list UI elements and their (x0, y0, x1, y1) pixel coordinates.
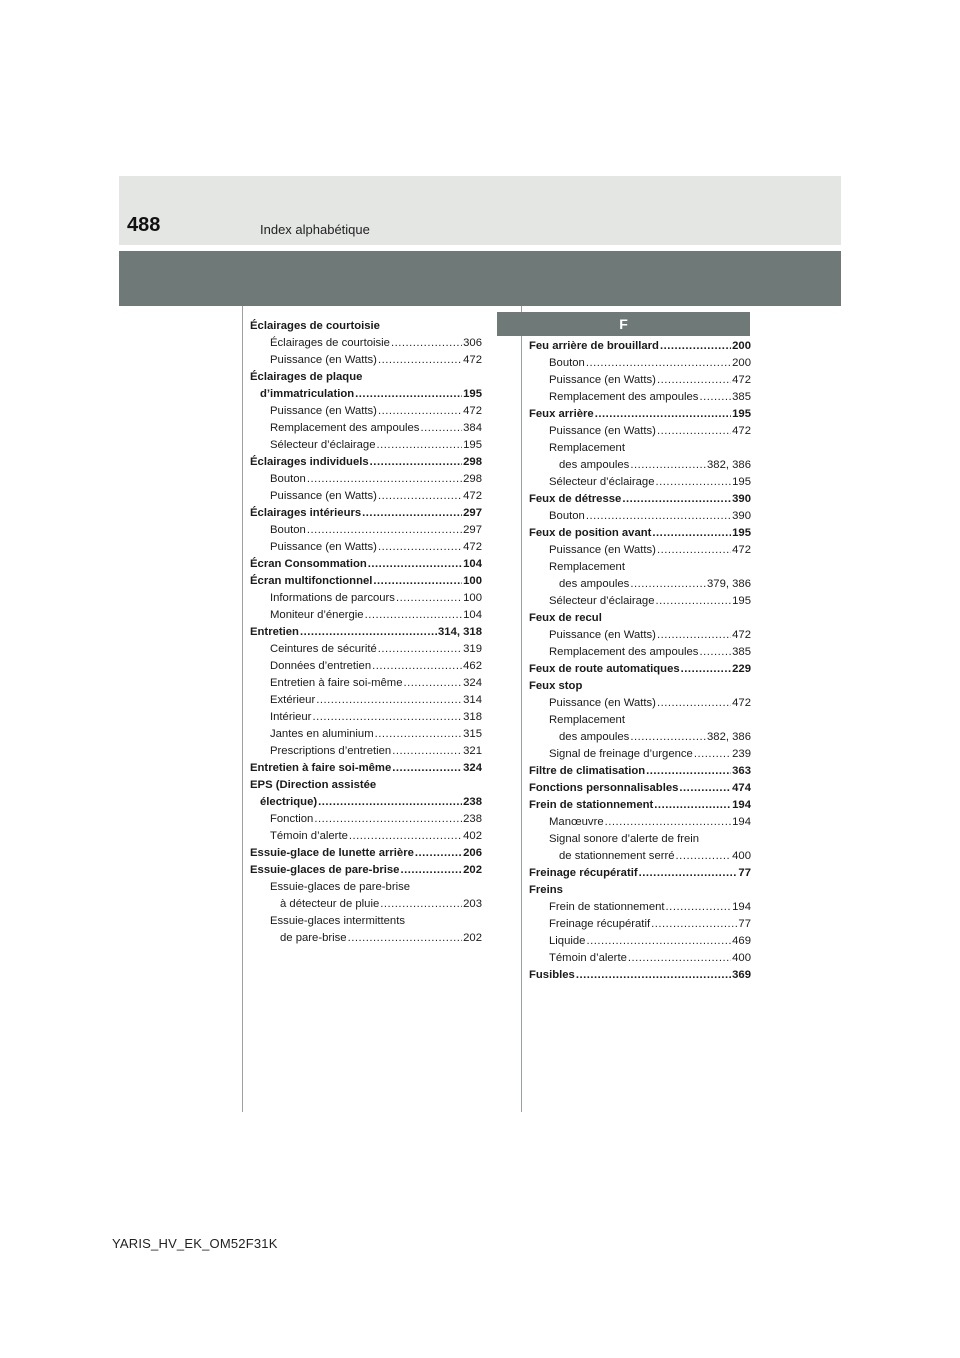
index-entry-leader (378, 641, 462, 658)
index-entry-page: 200 (732, 340, 751, 352)
index-entry (529, 882, 751, 899)
index-entry (529, 457, 751, 474)
index-entry-leader (656, 474, 732, 491)
index-entry-page: 472 (463, 405, 482, 417)
index-entry-label: Écran multifonctionnel (250, 575, 373, 587)
index-entry-page: 472 (732, 697, 751, 709)
index-entry-leader (368, 556, 462, 573)
index-entry-label: Fusibles (529, 969, 575, 981)
index-entry (529, 899, 751, 916)
index-entry (250, 658, 482, 675)
index-entry (529, 865, 751, 882)
index-entry (250, 845, 482, 862)
index-entry-page: 385 (732, 646, 751, 658)
index-entry-label: Entretien à faire soi-même (250, 762, 392, 774)
index-entry-label: Feu arrière de brouillard (529, 340, 659, 352)
index-entry (250, 879, 482, 896)
index-entry (529, 695, 751, 712)
index-entry (250, 539, 482, 556)
index-entry-label: Liquide (549, 935, 586, 947)
index-entry-page: 314 (463, 694, 482, 706)
index-entry-page: 202 (463, 864, 482, 876)
index-entry-label: Signal sonore d’alerte de frein (549, 833, 700, 845)
index-entry-label: Freins (529, 884, 563, 896)
index-entry-leader (307, 471, 462, 488)
index-entry-page: 390 (732, 493, 751, 505)
index-entry (529, 610, 751, 627)
index-entry-label: Remplacement des ampoules (549, 646, 699, 658)
index-entry (529, 440, 751, 457)
index-entry (250, 607, 482, 624)
index-entry-leader (694, 746, 731, 763)
index-entry (529, 797, 751, 814)
index-entry-page: 100 (463, 575, 482, 587)
index-entry (529, 338, 751, 355)
index-entry-label: Freinage récupératif (549, 918, 651, 930)
index-entry (529, 389, 751, 406)
index-entry-label: de stationnement serré (559, 850, 675, 862)
index-entry (529, 763, 751, 780)
index-entry-label: Frein de stationnement (529, 799, 654, 811)
index-entry-leader (400, 862, 462, 879)
index-entry (529, 950, 751, 967)
index-entry-page: 390 (732, 510, 751, 522)
index-entry-label: à détecteur de pluie (280, 898, 380, 910)
index-entry-label: Feux de route automatiques (529, 663, 680, 675)
index-entry-leader (415, 845, 462, 862)
index-entry-page: 363 (732, 765, 751, 777)
index-entry-label: Fonctions personnalisables (529, 782, 679, 794)
index-entry-leader (392, 760, 462, 777)
index-entry-leader (628, 950, 731, 967)
index-entry-page: 195 (463, 388, 482, 400)
index-entry-leader (370, 454, 462, 471)
index-entry-leader (679, 780, 731, 797)
index-entry-page: 385 (732, 391, 751, 403)
index-entry-page: 298 (463, 473, 482, 485)
index-entry-label: Bouton (549, 357, 585, 369)
index-entry-label: Puissance (en Watts) (549, 425, 656, 437)
index-entry-leader (392, 743, 462, 760)
index-entry-page: 379, 386 (707, 578, 751, 590)
index-entry-label: Puissance (en Watts) (270, 490, 377, 502)
index-entry-leader (681, 661, 731, 678)
index-entry-label: Feux de recul (529, 612, 602, 624)
index-entry-leader (622, 491, 731, 508)
index-entry-page: 472 (732, 374, 751, 386)
index-entry-label: Feux de détresse (529, 493, 622, 505)
index-entry (250, 505, 482, 522)
index-entry-label: des ampoules (559, 459, 630, 471)
index-entry (250, 913, 482, 930)
index-entry-page: 462 (463, 660, 482, 672)
index-entry-page: 195 (463, 439, 482, 451)
index-entry-label: d’immatriculation (260, 388, 355, 400)
index-entry-leader (377, 437, 463, 454)
index-entry-leader (307, 522, 462, 539)
index-entry-leader (362, 505, 462, 522)
index-entry-page: 194 (732, 816, 751, 828)
index-entry (250, 471, 482, 488)
index-entry-leader (656, 593, 732, 610)
index-entry-page: 472 (732, 629, 751, 641)
index-entry (529, 814, 751, 831)
index-entry-page: 104 (463, 609, 482, 621)
index-entry (529, 406, 751, 423)
index-entry (250, 692, 482, 709)
index-entry-label: Sélecteur d’éclairage (549, 595, 655, 607)
index-entry-leader (666, 899, 732, 916)
index-entry (529, 559, 751, 576)
index-entry (529, 933, 751, 950)
index-entry-leader (676, 848, 732, 865)
index-entry-label: des ampoules (559, 731, 630, 743)
index-entry-page: 402 (463, 830, 482, 842)
index-entry (250, 811, 482, 828)
index-entry (529, 848, 751, 865)
index-entry-label: Puissance (en Watts) (549, 374, 656, 386)
index-entry (529, 627, 751, 644)
index-entry-page: 472 (732, 544, 751, 556)
index-entry-page: 472 (463, 541, 482, 553)
index-entry-page: 238 (463, 813, 482, 825)
index-entry-leader (576, 967, 731, 984)
index-entry-leader (605, 814, 732, 831)
index-entry-label: Éclairages de courtoisie (250, 320, 380, 332)
index-entry-label: Bouton (549, 510, 585, 522)
index-entry-page: 194 (732, 799, 751, 811)
index-column-left (250, 318, 482, 947)
index-entry-leader (420, 420, 462, 437)
index-entry-label: Entretien à faire soi-même (270, 677, 403, 689)
index-entry-label: Frein de stationnement (549, 901, 665, 913)
index-entry-page: 472 (732, 425, 751, 437)
index-letter-heading: F (497, 312, 750, 336)
index-entry-leader (699, 644, 731, 661)
index-entry-page: 297 (463, 524, 482, 536)
index-entry (529, 542, 751, 559)
index-entry-page: 100 (463, 592, 482, 604)
index-entry-page: 239 (732, 748, 751, 760)
index-entry-label: Puissance (en Watts) (270, 354, 377, 366)
index-entry-label: Éclairages de plaque (250, 371, 363, 383)
index-entry (250, 556, 482, 573)
index-entry-leader (316, 692, 462, 709)
index-entry-label: Témoin d’alerte (549, 952, 627, 964)
index-entry-page: 318 (463, 711, 482, 723)
index-entry-page: 315 (463, 728, 482, 740)
index-entry (250, 573, 482, 590)
index-entry (250, 726, 482, 743)
index-entry-leader (378, 352, 462, 369)
index-entry-page: 319 (463, 643, 482, 655)
index-entry (250, 930, 482, 947)
index-entry-leader (318, 794, 462, 811)
index-entry-leader (365, 607, 463, 624)
index-entry-leader (355, 386, 462, 403)
index-entry-page: 77 (738, 918, 751, 930)
index-entry-label: Sélecteur d’éclairage (270, 439, 376, 451)
index-entry (529, 508, 751, 525)
index-entry-leader (378, 403, 462, 420)
index-entry-label: Essuie-glaces de pare-brise (250, 864, 400, 876)
index-entry-label: Puissance (en Watts) (549, 544, 656, 556)
index-entry-leader (657, 542, 731, 559)
column-rule-middle (521, 306, 522, 1112)
index-entry (529, 831, 751, 848)
index-entry-label: Puissance (en Watts) (270, 541, 377, 553)
index-entry (529, 644, 751, 661)
index-entry-page: 400 (732, 850, 751, 862)
column-rule-left (242, 306, 243, 1112)
index-entry-leader (373, 573, 462, 590)
index-entry (250, 624, 482, 641)
index-entry-leader (639, 865, 738, 882)
index-entry-leader (646, 763, 731, 780)
index-entry-label: Signal de freinage d’urgence (549, 748, 693, 760)
index-entry (250, 675, 482, 692)
index-entry-leader (380, 896, 462, 913)
index-entry-label: Feux de position avant (529, 527, 652, 539)
index-entry-leader (396, 590, 462, 607)
index-entry-page: 469 (732, 935, 751, 947)
index-entry-page: 297 (463, 507, 482, 519)
index-entry-label: Puissance (en Watts) (270, 405, 377, 417)
index-entry-page: 238 (463, 796, 482, 808)
index-entry (250, 352, 482, 369)
index-entry-label: Bouton (270, 473, 306, 485)
index-entry-label: Écran Consommation (250, 558, 367, 570)
index-entry-label: Remplacement des ampoules (270, 422, 420, 434)
index-entry (529, 423, 751, 440)
index-entry-page: 324 (463, 677, 482, 689)
section-title: Index alphabétique (260, 222, 370, 237)
index-entry-label: Ceintures de sécurité (270, 643, 377, 655)
index-entry-label: Essuie-glaces de pare-brise (270, 881, 411, 893)
index-entry (529, 576, 751, 593)
index-entry-page: 200 (732, 357, 751, 369)
index-entry (529, 746, 751, 763)
index-entry (250, 437, 482, 454)
index-entry-label: Feux stop (529, 680, 583, 692)
index-entry-leader (314, 811, 462, 828)
index-entry-page: 314, 318 (438, 626, 482, 638)
index-entry-page: 195 (732, 527, 751, 539)
index-entry-leader (651, 916, 737, 933)
index-entry-label: Manœuvre (549, 816, 604, 828)
index-entry-label: Moniteur d’énergie (270, 609, 364, 621)
index-entry-page: 195 (732, 595, 751, 607)
index-entry-page: 472 (463, 490, 482, 502)
index-entry-label: Freinage récupératif (529, 867, 638, 879)
index-entry (529, 967, 751, 984)
index-entry (250, 522, 482, 539)
index-entry-label: Puissance (en Watts) (549, 697, 656, 709)
index-entry-leader (630, 576, 706, 593)
index-entry-label: Feux arrière (529, 408, 594, 420)
index-entry-leader (375, 726, 463, 743)
index-entry-label: Entretien (250, 626, 299, 638)
index-entry-leader (372, 658, 462, 675)
index-entry (250, 760, 482, 777)
index-entry-leader (652, 525, 731, 542)
index-entry (529, 712, 751, 729)
index-entry-label: Éclairages de courtoisie (270, 337, 390, 349)
index-entry-page: 195 (732, 476, 751, 488)
index-entry-leader (403, 675, 462, 692)
index-entry-label: Intérieur (270, 711, 312, 723)
index-entry-page: 194 (732, 901, 751, 913)
index-entry-label: Filtre de climatisation (529, 765, 646, 777)
index-entry (250, 488, 482, 505)
index-entry-label: Essuie-glace de lunette arrière (250, 847, 414, 859)
index-entry-page: 369 (732, 969, 751, 981)
index-entry (529, 678, 751, 695)
index-entry (250, 590, 482, 607)
index-entry-page: 229 (732, 663, 751, 675)
index-entry-page: 324 (463, 762, 482, 774)
index-entry-leader (699, 389, 731, 406)
index-entry (250, 369, 482, 386)
index-entry (250, 896, 482, 913)
index-entry-page: 384 (463, 422, 482, 434)
index-entry (250, 709, 482, 726)
index-entry-label: Essuie-glaces intermittents (270, 915, 405, 927)
index-entry-leader (630, 457, 706, 474)
index-entry-leader (630, 729, 706, 746)
index-entry (250, 743, 482, 760)
index-entry-label: des ampoules (559, 578, 630, 590)
index-entry-label: de pare-brise (280, 932, 347, 944)
index-entry-page: 382, 386 (707, 731, 751, 743)
index-entry-leader (654, 797, 731, 814)
index-entry-page: 195 (732, 408, 751, 420)
index-entry-leader (378, 539, 462, 556)
document-code: YARIS_HV_EK_OM52F31K (112, 1236, 278, 1251)
index-entry-leader (300, 624, 437, 641)
index-entry-leader (378, 488, 462, 505)
index-entry (250, 794, 482, 811)
index-entry-label: Données d’entretien (270, 660, 372, 672)
index-entry (250, 386, 482, 403)
index-entry-label: Remplacement (549, 442, 625, 454)
index-entry-label: Extérieur (270, 694, 316, 706)
index-entry-label: Prescriptions d’entretien (270, 745, 392, 757)
index-entry (250, 318, 482, 335)
index-entry-page: 306 (463, 337, 482, 349)
index-entry-page: 472 (463, 354, 482, 366)
index-entry-page: 202 (463, 932, 482, 944)
index-entry (529, 491, 751, 508)
index-entry (529, 729, 751, 746)
index-entry (529, 661, 751, 678)
index-entry-leader (657, 372, 731, 389)
index-entry-label: Jantes en aluminium (270, 728, 374, 740)
index-entry-leader (657, 627, 731, 644)
index-entry-label: Remplacement (549, 714, 625, 726)
index-entry-label: Fonction (270, 813, 314, 825)
index-entry-label: Bouton (270, 524, 306, 536)
page-header (119, 176, 841, 245)
index-entry (529, 355, 751, 372)
index-entry (529, 372, 751, 389)
index-entry-leader (660, 338, 731, 355)
index-entry-page: 400 (732, 952, 751, 964)
index-entry-leader (349, 828, 462, 845)
index-entry (250, 420, 482, 437)
index-entry-page: 104 (463, 558, 482, 570)
index-entry-leader (595, 406, 731, 423)
index-entry (529, 474, 751, 491)
index-entry-page: 298 (463, 456, 482, 468)
index-entry (250, 828, 482, 845)
index-entry-page: 382, 386 (707, 459, 751, 471)
index-entry-page: 203 (463, 898, 482, 910)
index-entry (529, 916, 751, 933)
index-entry-label: électrique) (260, 796, 318, 808)
index-entry-page: 474 (732, 782, 751, 794)
index-entry-page: 206 (463, 847, 482, 859)
index-entry (250, 641, 482, 658)
index-entry-label: Remplacement (549, 561, 625, 573)
index-entry-label: Informations de parcours (270, 592, 395, 604)
index-entry-label: Remplacement des ampoules (549, 391, 699, 403)
page-number: 488 (127, 214, 161, 236)
index-entry (529, 780, 751, 797)
index-entry-label: Éclairages individuels (250, 456, 369, 468)
index-entry-label: Témoin d’alerte (270, 830, 348, 842)
index-entry-leader (348, 930, 463, 947)
index-entry (250, 403, 482, 420)
index-entry (529, 525, 751, 542)
index-entry-label: EPS (Direction assistée (250, 779, 377, 791)
index-entry-label: Puissance (en Watts) (549, 629, 656, 641)
index-entry (250, 335, 482, 352)
index-entry-page: 77 (738, 867, 751, 879)
index-entry-leader (586, 933, 731, 950)
index-entry-page: 321 (463, 745, 482, 757)
index-entry-label: Sélecteur d’éclairage (549, 476, 655, 488)
index-entry (250, 454, 482, 471)
index-entry (250, 862, 482, 879)
index-entry-leader (586, 508, 731, 525)
index-entry-label: Éclairages intérieurs (250, 507, 362, 519)
index-column-right (529, 338, 751, 984)
index-entry-leader (657, 423, 731, 440)
index-entry (529, 593, 751, 610)
index-entry-leader (391, 335, 462, 352)
index-entry-leader (312, 709, 462, 726)
index-entry-leader (657, 695, 731, 712)
index-entry (250, 777, 482, 794)
index-entry-leader (586, 355, 731, 372)
header-band (119, 251, 841, 306)
